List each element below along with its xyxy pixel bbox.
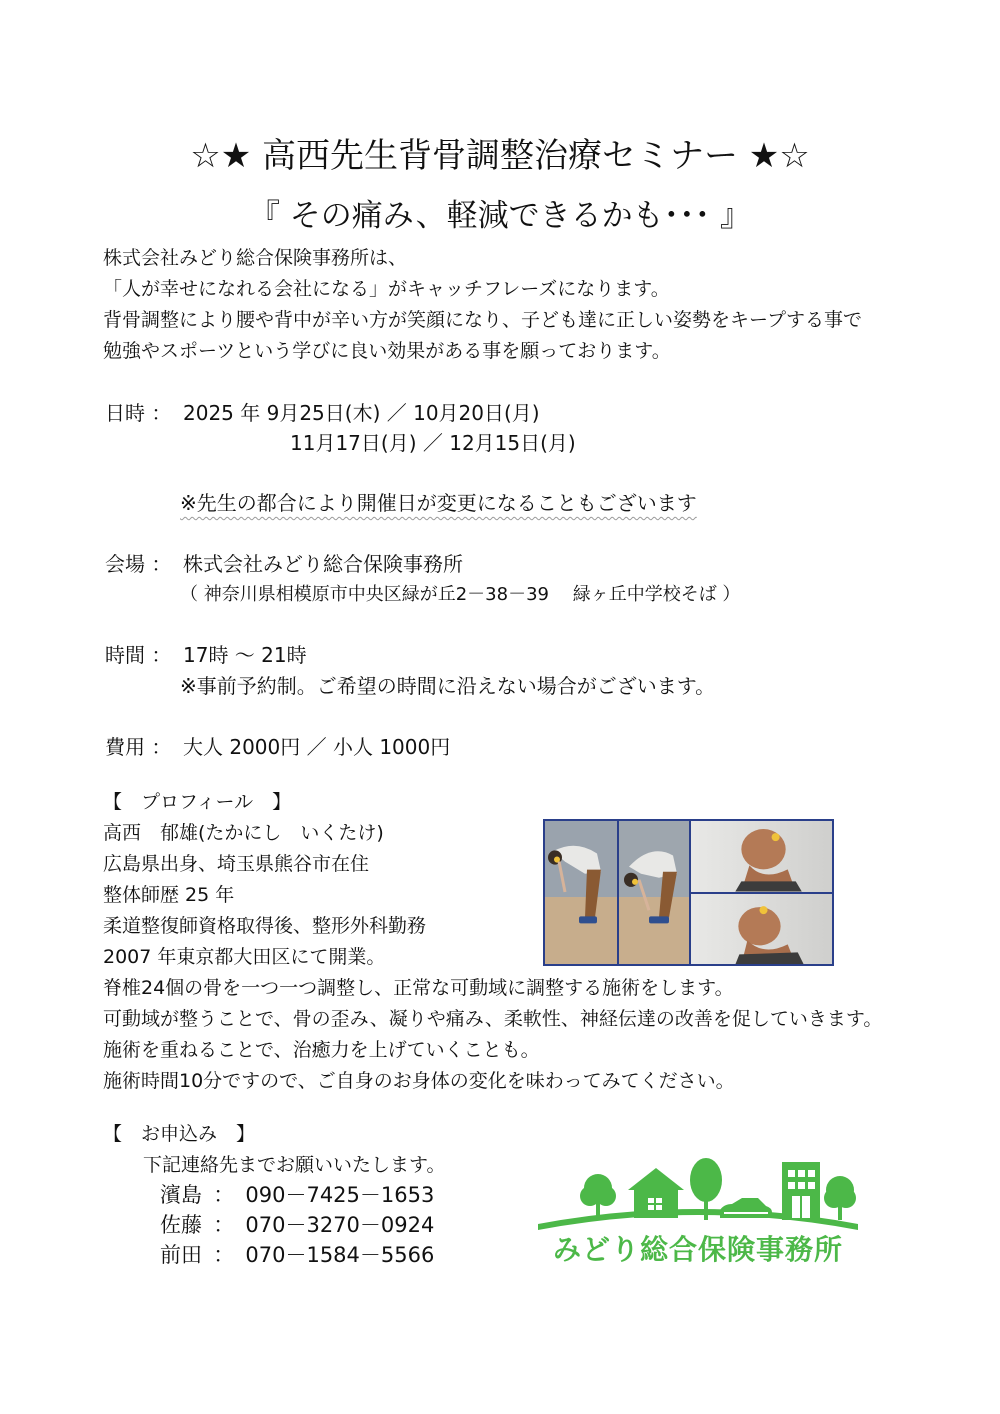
schedule-dates-line2: 11月17日(月) ／ 12月15日(月) (290, 431, 576, 455)
photo-forward-bend-after (619, 821, 689, 964)
company-logo-text: みどり総合保険事務所 (552, 1233, 843, 1266)
intro-line: 株式会社みどり総合保険事務所は、 (103, 247, 408, 269)
profile-line: 柔道整復師資格取得後、整形外科勤務 (103, 915, 427, 937)
venue-address: （ 神奈川県相模原市中央区緑が丘2－38－39 緑ヶ丘中学校そば ） (180, 584, 741, 605)
town-skyline-icon (528, 1150, 868, 1230)
contact-item (160, 1180, 434, 1210)
fee-row (105, 731, 450, 760)
contact-separator: ： (213, 1183, 235, 1207)
photo-neck-extension-before (691, 821, 832, 892)
schedule-row (105, 397, 540, 426)
intro-line: 「人が幸せになれる会社になる」がキャッチフレーズになります。 (103, 278, 670, 300)
time-row (105, 639, 307, 668)
contact-list (160, 1180, 434, 1270)
page-subtitle: 『 その痛み、軽減できるかも･･･ 』 (248, 198, 752, 234)
contact-phone[interactable]: 090－7425－1653 (245, 1183, 435, 1207)
profile-description-line: 脊椎24個の骨を一つ一つ調整し、正常な可動域に調整する施術をします。 (103, 977, 734, 999)
schedule-label: 日時 ： (105, 401, 172, 425)
intro-paragraph (103, 243, 862, 367)
time-label: 時間 ： (105, 643, 172, 667)
venue-label: 会場 ： (105, 552, 172, 576)
venue-name: 株式会社みどり総合保険事務所 (183, 552, 463, 576)
profile-line: 広島県出身、埼玉県熊谷市在住 (103, 853, 370, 875)
venue-row (105, 548, 463, 577)
photo-neck-extension-after (691, 894, 832, 965)
contact-name: 前田 (160, 1243, 202, 1267)
schedule-dates-line1: 2025 年 9月25日(木) ／ 10月20日(月) (183, 401, 540, 425)
intro-line: 背骨調整により腰や背中が辛い方が笑顔になり、子ども達に正しい姿勢をキープする事で (103, 309, 863, 331)
profile-description-line: 可動域が整うことで、骨の歪み、凝りや痛み、柔軟性、神経伝達の改善を促していきます。 (103, 1008, 883, 1030)
intro-line: 勉強やスポーツという学びに良い効果がある事を願っております。 (103, 340, 671, 362)
company-logo (528, 1150, 868, 1270)
contact-item (160, 1240, 434, 1270)
profile-line: 2007 年東京都大田区にて開業。 (103, 946, 386, 968)
fee-value: 大人 2000円 ／ 小人 1000円 (183, 735, 451, 759)
profile-heading: 【 プロフィール 】 (103, 791, 292, 813)
time-note: ※事前予約制。ご希望の時間に沿えない場合がございます。 (180, 674, 716, 698)
contact-phone[interactable]: 070－3270－0924 (245, 1213, 435, 1237)
application-heading: 【 お申込み 】 (103, 1123, 256, 1145)
profile-line: 高西 郁雄(たかにし いくたけ) (103, 822, 384, 844)
treatment-photo-collage (543, 819, 834, 966)
schedule-note (180, 487, 697, 516)
page-title: ☆★ 高西先生背骨調整治療セミナー ★☆ (190, 136, 810, 176)
fee-label: 費用 ： (105, 735, 172, 759)
profile-line: 整体師歴 25 年 (103, 884, 235, 906)
profile-description-line: 施術を重ねることで、治癒力を上げていくことも。 (103, 1039, 540, 1061)
schedule-note-text: ※先生の都合により開催日が変更になることもございます (180, 491, 697, 515)
contact-name: 濱島 (160, 1183, 202, 1207)
application-intro: 下記連絡先までお願いいたします。 (143, 1154, 446, 1176)
contact-separator: ： (213, 1243, 235, 1267)
profile-description-line: 施術時間10分ですので、ご自身のお身体の変化を味わってみてください。 (103, 1070, 735, 1092)
time-value: 17時 ～ 21時 (183, 643, 307, 667)
contact-separator: ： (213, 1213, 235, 1237)
contact-name: 佐藤 (160, 1213, 202, 1237)
photo-forward-bend-before (545, 821, 617, 964)
contact-item (160, 1210, 434, 1240)
contact-phone[interactable]: 070－1584－5566 (245, 1243, 435, 1267)
